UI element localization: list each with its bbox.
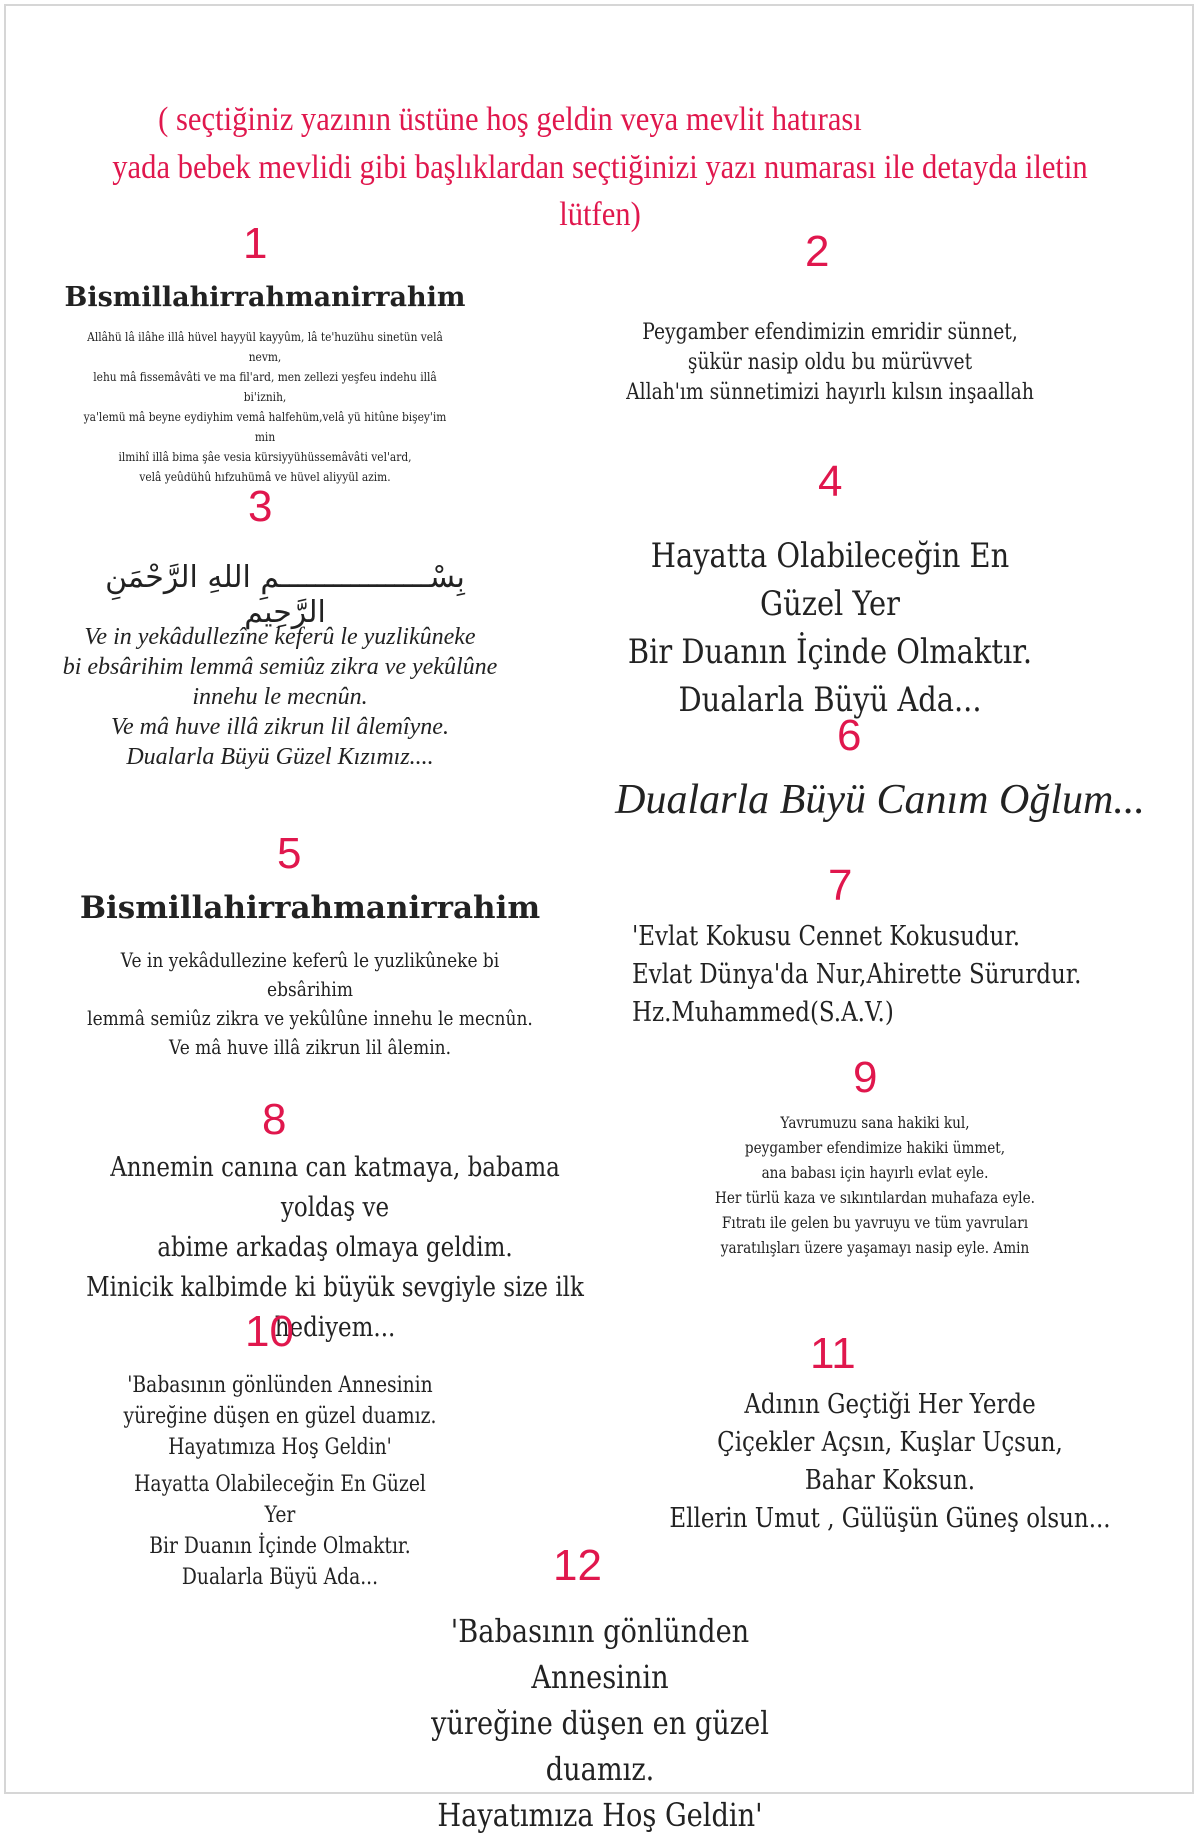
option-1-title: Bismillahirrahmanirrahim (64, 282, 466, 313)
option-10-line: Hayatta Olabileceğin En Güzel Yer (134, 1472, 426, 1528)
option-7-line: Hz.Muhammed(S.A.V.) (632, 997, 894, 1028)
option-2-line: şükür nasip oldu bu mürüvvet (687, 350, 973, 375)
option-5-line: Ve mâ huve illâ zikrun lil âlemin. (168, 1035, 452, 1059)
option-1-line: ya'lemü mâ beyne eydiyhim vemâ halfehüm,velâ yü hitûne bişey'im min (83, 409, 447, 444)
option-11-line: Çiçekler Açsın, Kuşlar Uçsun, (717, 1427, 1063, 1458)
option-9-line: Her türlü kaza ve sıkıntılardan muhafaza eyle. (715, 1188, 1035, 1207)
instruction-header (96, 96, 1104, 239)
option-12-line: yüreğine düşen en güzel duamız. (431, 1704, 769, 1788)
option-9-line: peygamber efendimize hakiki ümmet, (744, 1138, 1006, 1157)
option-10-line: 'Babasının gönlünden Annesinin (127, 1373, 433, 1398)
item-number-10: 10 (245, 1307, 294, 1356)
text-option-7 (632, 918, 1108, 1032)
item-number-2: 2 (805, 227, 830, 276)
item-number-12: 12 (553, 1541, 602, 1590)
option-1-line: ilmihî illâ bima şâe vesia kürsiyyühüssemâvâti vel'ard, (118, 449, 412, 464)
option-3-arabic-basmala: بِسْـــــــــــــــــمِ اللهِ الرَّحْمَنِ الرَّحِيم (105, 560, 465, 630)
option-8-line: abime arkadaş olmaya geldim. (157, 1232, 513, 1263)
option-9-line: yaratılışları üzere yaşamayı nasip eyle. Amin (720, 1238, 1030, 1257)
option-5-line: lemmâ semiûz zikra ve yekûlûne innehu le mecnûn. (87, 1006, 533, 1030)
text-option-1 (40, 282, 490, 487)
option-10-line: yüreğine düşen en güzel duamız. (123, 1404, 437, 1429)
option-1-line: lehu mâ fissemâvâti ve ma fil'ard, men zellezi yeşfeu indehu illâ bi'iznih, (93, 369, 437, 404)
text-option-11 (669, 1386, 1111, 1538)
text-option-12 (379, 1608, 821, 1838)
option-6-line: Dualarla Büyü Canım Oğlum... (615, 777, 1145, 823)
option-3-line: Dualarla Büyü Güzel Kızımız.... (126, 744, 434, 770)
item-number-6: 6 (837, 711, 862, 760)
item-number-5: 5 (277, 829, 302, 878)
option-2-line: Peygamber efendimizin emridir sünnet, (642, 320, 1018, 345)
item-number-7: 7 (828, 861, 853, 910)
text-option-9 (684, 1110, 1067, 1260)
option-4-line: Hayatta Olabileceğin En Güzel Yer (650, 536, 1010, 624)
text-option-4 (605, 532, 1056, 724)
option-9-line: Fıtratı ile gelen bu yavruyu ve tüm yavruları (721, 1213, 1029, 1232)
option-8-line: Minicik kalbimde ki büyük sevgiyle size ilk hediyem... (86, 1272, 584, 1343)
option-1-line: Allâhü lâ ilâhe illâ hüvel hayyül kayyûm, lâ te'huzühu sinetün velâ nevm, (87, 329, 443, 364)
option-9-line: ana babası için hayırlı evlat eyle. (761, 1163, 989, 1182)
option-11-line: Bahar Koksun. (804, 1465, 976, 1496)
option-3-line: innehu le mecnûn. (192, 684, 368, 710)
option-3-line: Ve mâ huve illâ zikrun lil âlemîyne. (111, 714, 449, 740)
text-option-3 (30, 622, 530, 772)
text-option-2 (601, 318, 1060, 408)
item-number-11: 11 (810, 1329, 856, 1378)
text-option-8 (76, 1148, 595, 1348)
header-line-1: ( seçtiğiniz yazının üstüne hoş geldin veya mevlit hatırası (158, 101, 862, 138)
option-8-line: Annemin canına can katmaya, babama yoldaş ve (110, 1152, 560, 1223)
option-1-line: velâ yeûdühû hıfzuhümâ ve hüvel aliyyül azim. (139, 469, 391, 484)
option-2-line: Allah'ım sünnetimizi hayırlı kılsın inşaallah (626, 380, 1034, 405)
option-11-line: Adının Geçtiği Her Yerde (744, 1389, 1036, 1420)
option-11-line: Ellerin Umut , Gülüşün Güneş olsun... (669, 1503, 1111, 1534)
option-4-line: Bir Duanın İçinde Olmaktır. (627, 632, 1033, 672)
option-3-line: bi ebsârihim lemmâ semiûz zikra ve yekûlûne (62, 654, 498, 680)
text-option-6 (600, 776, 1160, 824)
text-option-5 (40, 890, 580, 1062)
option-10-line: Dualarla Büyü Ada... (181, 1565, 379, 1590)
option-4-line: Dualarla Büyü Ada... (678, 680, 982, 720)
text-option-10 (119, 1370, 442, 1593)
item-number-3: 3 (248, 482, 273, 531)
option-9-line: Yavrumuzu sana hakiki kul, (780, 1113, 970, 1132)
option-3-line: Ve in yekâdullezîne keferû le yuzlikûneke (84, 624, 476, 650)
option-10-line: Bir Duanın İçinde Olmaktır. (149, 1534, 411, 1559)
item-number-9: 9 (853, 1053, 878, 1102)
header-line-2: yada bebek mevlidi gibi başlıklardan seçtiğinizi yazı numarası ile detayda iletin lütfen) (112, 148, 1088, 234)
option-7-line: 'Evlat Kokusu Cennet Kokusudur. (632, 921, 1021, 952)
option-5-line: Ve in yekâdullezine keferû le yuzlikûneke bi ebsârihim (120, 948, 500, 1001)
option-12-line: 'Babasının gönlünden Annesinin (450, 1612, 750, 1696)
option-7-line: Evlat Dünya'da Nur,Ahirette Sürurdur. (632, 959, 1082, 990)
item-number-4: 4 (818, 457, 843, 506)
item-number-1: 1 (243, 219, 268, 268)
option-12-line: Hayatımıza Hoş Geldin' (437, 1796, 763, 1834)
option-10-line: Hayatımıza Hoş Geldin' (168, 1435, 392, 1460)
item-number-8: 8 (262, 1095, 287, 1144)
option-5-title: Bismillahirrahmanirrahim (79, 890, 541, 926)
